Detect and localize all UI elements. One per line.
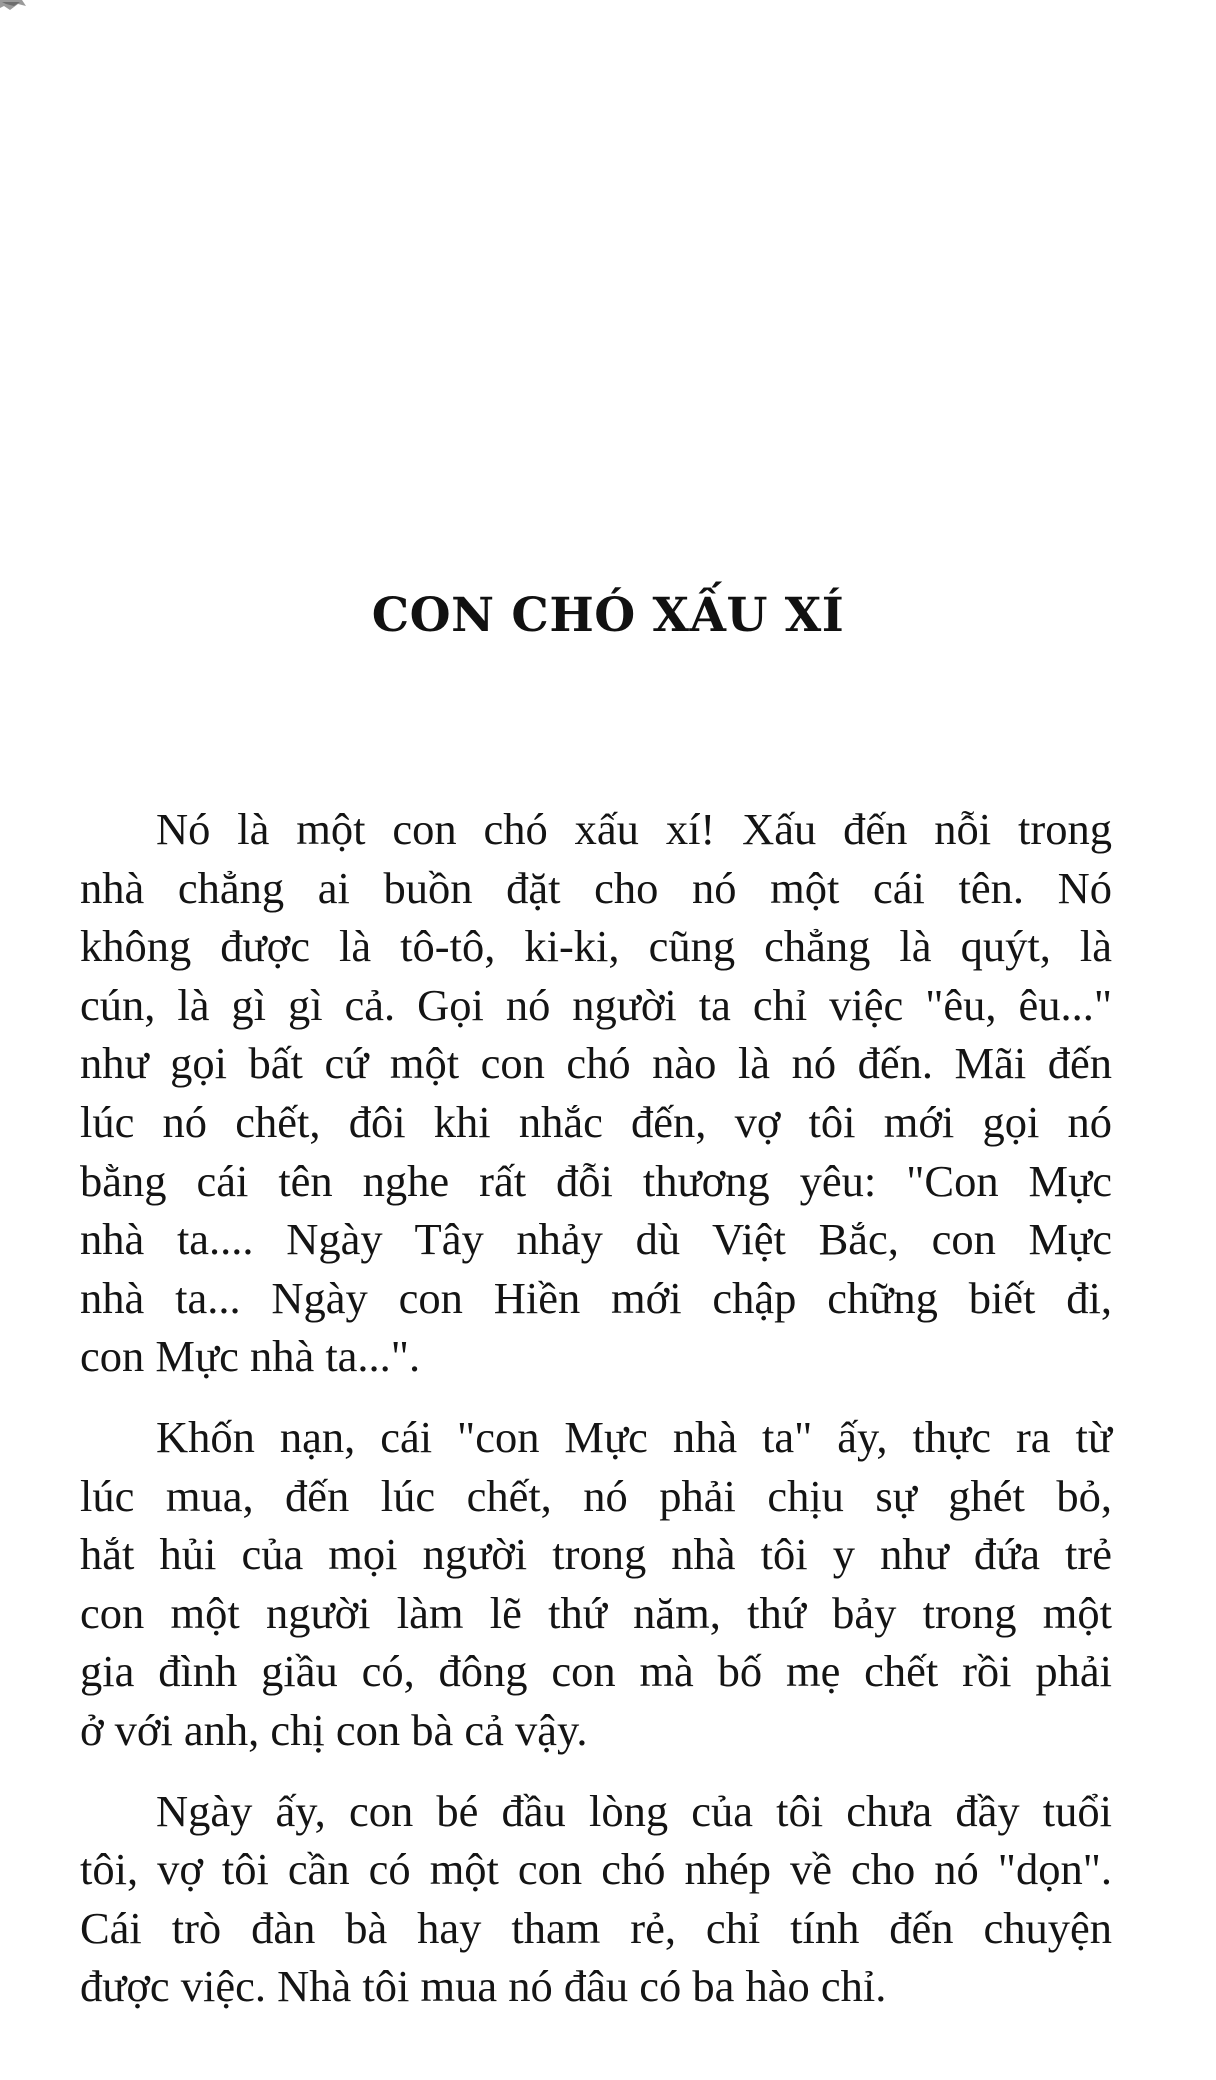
page-corner-mark: [0, 0, 34, 34]
paragraph-2: [80, 1408, 1112, 1760]
text-line: Cái trò đàn bà hay tham rẻ, chỉ tính đến chuyện: [80, 1902, 1112, 1953]
text-line: nhà ta... Ngày con Hiền mới chập chững biết đi,: [80, 1272, 1112, 1323]
text-line: nhà chẳng ai buồn đặt cho nó một cái tên. Nó: [80, 862, 1112, 913]
chapter-title: CON CHÓ XẤU XÍ: [371, 588, 845, 643]
text-line: con Mực nhà ta...".: [80, 1331, 421, 1382]
paragraph-3: [80, 1782, 1112, 2016]
text-line: cún, là gì gì cả. Gọi nó người ta chỉ việc "êu, êu...": [80, 979, 1112, 1030]
text-line: con một người làm lẽ thứ năm, thứ bảy trong một: [80, 1587, 1112, 1638]
text-line: tôi, vợ tôi cần có một con chó nhép về cho nó "dọn".: [80, 1844, 1112, 1895]
story-text: [80, 800, 1112, 2038]
text-line: Ngày ấy, con bé đầu lòng của tôi chưa đầy tuổi: [156, 1785, 1112, 1836]
text-line: hắt hủi của mọi người trong nhà tôi y như đứa trẻ: [80, 1529, 1112, 1580]
text-line: bằng cái tên nghe rất đỗi thương yêu: "Con Mực: [80, 1155, 1112, 1206]
text-line: lúc nó chết, đôi khi nhắc đến, vợ tôi mới gọi nó: [80, 1096, 1112, 1147]
text-line: như gọi bất cứ một con chó nào là nó đến. Mãi đến: [80, 1038, 1112, 1089]
text-line: nhà ta.... Ngày Tây nhảy dù Việt Bắc, con Mực: [80, 1214, 1112, 1265]
text-line: lúc mua, đến lúc chết, nó phải chịu sự ghét bỏ,: [80, 1470, 1112, 1521]
text-line: gia đình giầu có, đông con mà bố mẹ chết rồi phải: [80, 1646, 1112, 1697]
paragraph-1: [80, 800, 1112, 1386]
text-line: được việc. Nhà tôi mua nó đâu có ba hào chỉ.: [80, 1961, 887, 2012]
text-line: không được là tô-tô, ki-ki, cũng chẳng là quýt, là: [80, 921, 1112, 972]
text-line: ở với anh, chị con bà cả vậy.: [80, 1704, 588, 1755]
text-line: Nó là một con chó xấu xí! Xấu đến nỗi trong: [156, 804, 1112, 854]
text-line: Khốn nạn, cái "con Mực nhà ta" ấy, thực ra từ: [156, 1411, 1112, 1462]
